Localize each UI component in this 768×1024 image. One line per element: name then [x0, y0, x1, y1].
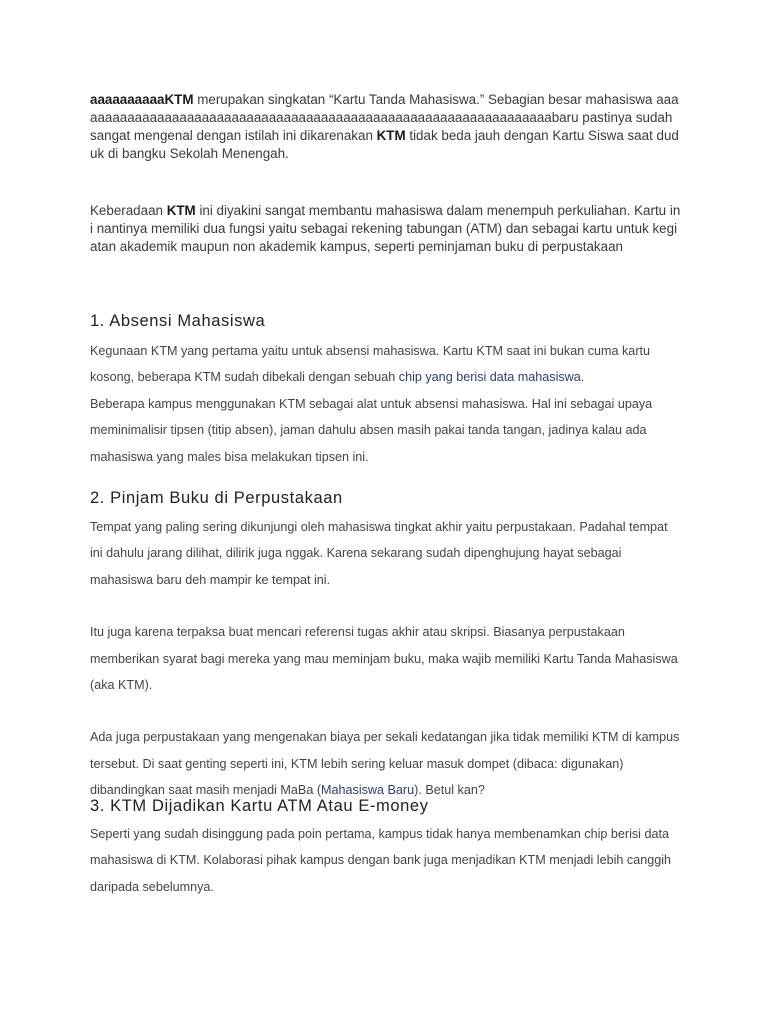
paragraph-text: ). Betul kan? — [414, 783, 485, 798]
ktm-bold: KTM — [166, 203, 196, 218]
ktm-bold: KTM — [376, 128, 406, 143]
intro-paragraph-1 — [90, 91, 682, 163]
intro-text: Keberadaan — [90, 203, 167, 218]
mahasiswa-baru-link[interactable]: Mahasiswa Baru — [321, 783, 415, 798]
paragraph: Itu juga karena terpaksa buat mencari referensi tugas akhir atau skripsi. Biasanya perpustakaan memberikan syarat bagi mereka yang mau meminjam buku, maka wajib memiliki Kartu Tanda Mahasiswa (aka KTM). — [90, 625, 678, 693]
section-2-body — [90, 514, 682, 804]
section-3-body — [90, 821, 682, 900]
intro-text: merupakan singkatan “Kartu Tanda Mahasiswa.” Sebagian besar mahasiswa aaaaaaaaaaaaaaaaaaaaaaaaaaaaaaaaaaaaaaaaaaaaaaaaaaaaaaaaaaaaaaaaabaru pastinya sudah sangat mengenal dengan istilah ini dikarenakan — [90, 92, 679, 143]
section-heading-ktm-atm: 3. KTM Dijadikan Kartu ATM Atau E-money — [90, 797, 429, 815]
paragraph: Beberapa kampus menggunakan KTM sebagai alat untuk absensi mahasiswa. Hal ini sebagai upaya meminimalisir tipsen (titip absen), jaman dahulu absen masih pakai tanda tangan, jadinya kalau ada mahasiswa yang males bisa melakukan tipsen ini. — [90, 396, 653, 464]
section-heading-pinjam-buku: 2. Pinjam Buku di Perpustakaan — [90, 489, 343, 507]
intro-paragraph-2 — [90, 202, 682, 256]
paragraph-text: Kegunaan KTM yang pertama yaitu untuk absensi mahasiswa. Kartu KTM saat ini bukan cuma kartu kosong, beberapa KTM sudah dibekali dengan sebuah — [90, 344, 651, 385]
paragraph — [90, 724, 682, 803]
paragraph-text: Ada juga perpustakaan yang mengenakan biaya per sekali kedatangan jika tidak memiliki KTM di kampus tersebut. Di saat genting seperti ini, KTM lebih sering keluar masuk dompet (dibaca: digunakan) dibandingkan saat masih menjadi MaBa ( — [90, 730, 680, 798]
intro-text: ini diyakini sangat membantu mahasiswa dalam menempuh perkuliahan. Kartu ini nantinya memiliki dua fungsi yaitu sebagai rekening tabungan (ATM) dan sebagai kartu untuk kegiatan akademik maupun non akademik kampus, seperti peminjaman buku di perpustakaan — [90, 203, 681, 254]
section-heading-absensi: 1. Absensi Mahasiswa — [90, 312, 266, 330]
paragraph: Tempat yang paling sering dikunjungi oleh mahasiswa tingkat akhir yaitu perpustakaan. Padahal tempat ini dahulu jarang dilihat, dilirik juga nggak. Karena sekarang sudah dipenghujung hayat sebagai mahasiswa baru deh mampir ke tempat ini. — [90, 520, 668, 587]
intro-text: tidak beda jauh dengan Kartu Siswa saat duduk di bangku Sekolah Menengah. — [90, 128, 679, 161]
paragraph: Seperti yang sudah disinggung pada poin pertama, kampus tidak hanya membenamkan chip berisi data mahasiswa di KTM. Kolaborasi pihak kampus dengan bank juga menjadikan KTM menjadi lebih canggih daripada sebelumnya. — [90, 827, 672, 894]
section-1-body — [90, 338, 682, 470]
chip-link[interactable]: chip yang berisi data mahasiswa — [398, 370, 581, 385]
lead-text: aaaaaaaaaa — [90, 92, 165, 107]
ktm-bold: KTM — [164, 92, 194, 107]
paragraph — [90, 338, 682, 391]
paragraph-text: . — [580, 370, 585, 385]
